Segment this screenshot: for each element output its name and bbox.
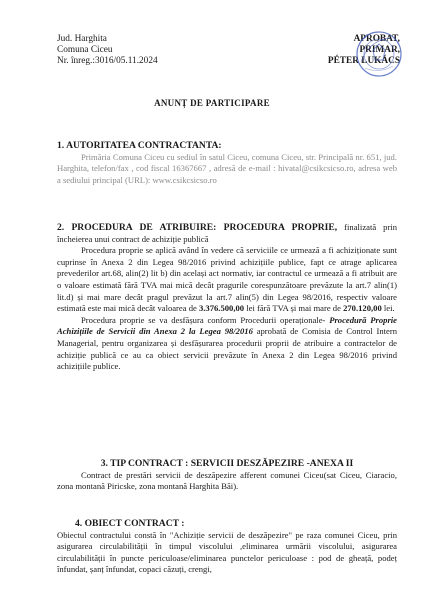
registration-number: Nr. înreg.:3016/05.11.2024 (57, 56, 158, 67)
p1-text-c: lei. (381, 303, 395, 314)
section-3-heading: 3. TIP CONTRACT : SERVICII DESZĂPEZIRE -ANEXA II (100, 458, 354, 469)
p2-text-a: Procedura proprie se va desfășura conform Procedurii operaționale- (81, 314, 330, 325)
section-2-paragraph-1 (57, 245, 397, 315)
document-title: ANUNȚ DE PARTICIPARE (154, 98, 270, 108)
official-stamp-icon (355, 30, 403, 78)
mayor-label: PRIMAR, (359, 45, 400, 56)
section-1-body: Primăria Comuna Ciceu cu sediul în satul Ciceu, comuna Ciceu, str. Principală nr. 651, jud. Harghita, telefon/fax , cod fiscal 16367667 , adresă de e-mail : hivatal@csikcsicso.ro, adresa web a sediului principal (URL): www.csikcsicso.ro (57, 151, 397, 185)
p2-text-b: aprobată de Comisia de Control Intern Managerial, pentru organizarea și desfășurarea procedurii proprii de atribuire a contractelor de achiziție publică ce au ca obiect servicii prevăzute în Anexa 2 din Legea 98/2016 privind achizițiile publice. (57, 326, 398, 372)
section-1-heading: 1. AUTORITATEA CONTRACTANTA: (57, 140, 222, 151)
section-contract-type (57, 458, 397, 493)
commune-line: Comuna Ciceu (57, 45, 113, 56)
value-min: 270.120,00 (343, 303, 382, 314)
section-4-heading: 4. OBIECT CONTRACT : (75, 518, 185, 529)
p1-text-a: Procedura proprie se aplică având în vedere că serviciile ce urmează a fi achiziționate sunt cuprinse în Anexa 2 din Legea 98/2016 privind achizițiile publice, fapt ce atrage aplicarea prevederilor art.68, alin(2) lit b) din același act normativ, iar contractul ce urmează a fi atribuit are o valoare estimată fără TVA mai mică decât pragurile corespunzătoare prevăzute la art.7 alin(1) lit.d) și mai mare decât pragul prevăzut la art.7 alin(5) din Legea 98/2016, respectiv valoare estimată este mai mică decât valoarea de (57, 245, 397, 314)
p1-text-b: lei fără TVA și mai mare de (244, 303, 344, 314)
section-contract-object (57, 518, 397, 576)
section-3-body: Contract de prestări servicii de deszăpezire afferent comunei Ciceu(sat Ciceu, Ciaracio, zona montană Piricske, zona montană Harghita Băi). (57, 469, 397, 492)
section-procedure (57, 222, 397, 373)
section-4-body: Obiectul contractului constă în "Achiziție servicii de deszăpezire" pe raza comunei Ciceu, prin asigurarea circulabilității în timpul viscolului ,eliminarea urmării viscolului, asigurarea circulabilității în puncte periculoase/eliminarea punctelor periculoase : pod de gheață, podeț înfundat, șanț înfundat, copaci căzuți, crengi, (57, 529, 397, 575)
section-2-heading-line (57, 222, 397, 245)
section-2-heading: 2. PROCEDURA DE ATRIBUIRE: PROCEDURA PROPRIE, (57, 222, 338, 233)
section-2-heading-rest: finalizată prin încheierea unui contract de achiziție publică (57, 222, 397, 244)
mayor-name: PÉTER LUKÁCS (327, 56, 400, 67)
value-max: 3.376.500,00 (198, 303, 245, 314)
county-line: Jud. Harghita (57, 34, 107, 44)
issuer-block (57, 34, 158, 68)
approved-label: APROBAT, (353, 34, 400, 44)
procedure-name: Procedură Proprie Achizițiile de Servicii din Anexa 2 la Legea 98/2016 (57, 314, 397, 337)
section-contracting-authority (57, 140, 397, 186)
section-2-paragraph-2 (57, 315, 397, 373)
